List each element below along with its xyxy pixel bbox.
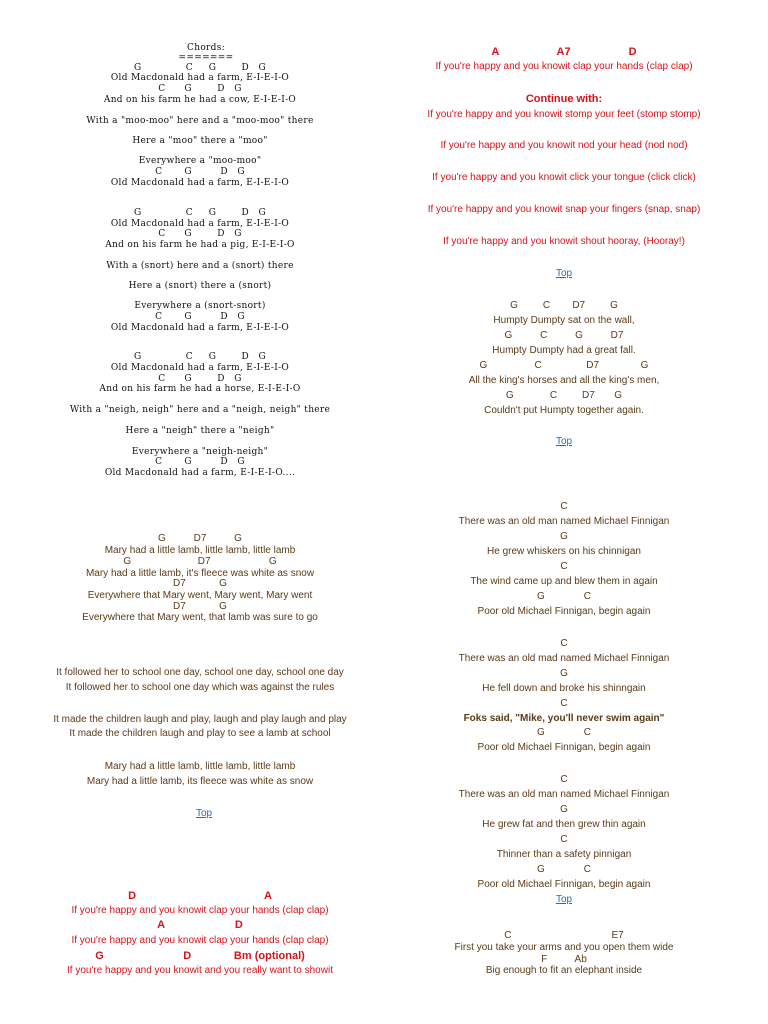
lyric-line: Poor old Michael Finnigan, begin again — [477, 742, 651, 753]
lyric-line: Thinner than a safety pinnigan — [496, 849, 632, 860]
lyric-line: Poor old Michael Finnigan, begin again — [477, 879, 651, 890]
lyric-line: First you take your arms and you open them wide — [454, 942, 674, 953]
chord-line: D7 G — [173, 578, 227, 589]
lyric-line: There was an old mad named Michael Finnigan — [458, 653, 670, 664]
lyric-line: Old Macdonald had a farm, E-I-E-I-O — [110, 73, 290, 83]
lyric-line: There was an old man named Michael Finnigan — [458, 789, 670, 800]
lyric-line: Poor old Michael Finnigan, begin again — [477, 606, 651, 617]
lyric-line: He grew fat and then grew thin again — [482, 819, 646, 830]
chord-line: G D7 G — [158, 533, 242, 544]
lyric-line: Big enough to fit an elephant inside — [485, 965, 643, 976]
chord-line: C G D G — [155, 167, 245, 177]
lyric-line: The wind came up and blew them in again — [470, 576, 658, 587]
lyric-line: Everywhere a "moo-moo" — [138, 156, 262, 166]
chord-line: G — [560, 668, 568, 679]
chord-line: G C G D G — [134, 352, 266, 362]
chord-line: C — [560, 698, 568, 709]
lyric-line: With a (snort) here and a (snort) there — [106, 261, 294, 271]
lyric-line: It followed her to school one day which was against the rules — [65, 682, 335, 693]
lyric-line: Everywhere a "neigh-neigh" — [131, 447, 269, 457]
chord-line: C — [560, 774, 568, 785]
lyric-line: Old Macdonald had a farm, E-I-E-I-O — [110, 363, 290, 373]
lyric-line: Humpty Dumpty had a great fall. — [492, 345, 636, 356]
chord-line: G C — [537, 591, 591, 602]
chord-line: C G D G — [155, 457, 245, 467]
lyric-line: And on his farm he had a horse, E-I-E-I-O — [99, 384, 301, 394]
chord-line: F Ab — [541, 954, 587, 965]
lyric-line: Old Macdonald had a farm, E-I-E-I-O.... — [104, 468, 296, 478]
chord-line: G D7 G — [123, 556, 277, 567]
chord-line: G C G D7 — [504, 330, 624, 341]
chord-line: G C — [537, 864, 591, 875]
lyric-line: If you're happy and you knowit clap your hands (clap clap) — [71, 905, 329, 916]
continue-with-heading: Continue with: — [525, 93, 603, 105]
chord-line: C G D G — [158, 84, 242, 94]
chord-line: C — [560, 638, 568, 649]
lyric-line: Everywhere that Mary went, that lamb was sure to go — [82, 612, 318, 623]
lyric-line: He grew whiskers on his chinnigan — [487, 546, 641, 557]
chord-line: C G D G — [155, 312, 245, 322]
chord-line: C G D G — [158, 374, 242, 384]
lyric-line: He fell down and broke his shinngain — [482, 683, 646, 694]
chord-line: C E7 — [504, 930, 624, 941]
chord-line: G D Bm (optional) — [95, 950, 305, 962]
lyric-line: Mary had a little lamb, its fleece was white as snow — [86, 776, 314, 787]
lyric-line: And on his farm he had a cow, E-I-E-I-O — [103, 95, 297, 105]
chord-line: C — [560, 501, 568, 512]
lyric-line: If you're happy and you knowit stomp your feet (stomp stomp) — [427, 109, 701, 120]
chord-line: G C D7 G — [505, 390, 623, 401]
top-link[interactable]: Top — [195, 808, 213, 819]
lyric-line: All the king's horses and all the king's men, — [468, 375, 660, 386]
chord-line: G C G D G — [134, 208, 266, 218]
chord-line: D7 G — [173, 601, 227, 612]
lyric-line: If you're happy and you knowit clap your hands (clap clap) — [71, 935, 329, 946]
chord-line: G — [560, 804, 568, 815]
lyric-line: If you're happy and you knowit nod your head (nod nod) — [440, 140, 688, 151]
top-link[interactable]: Top — [555, 436, 573, 447]
lyric-line: It followed her to school one day, school one day, school one day — [56, 667, 344, 678]
chord-line: A A7 D — [491, 46, 637, 58]
lyric-line: Couldn't put Humpty together again. — [484, 405, 644, 416]
lyric-line: Everywhere that Mary went, Mary went, Mary went — [87, 590, 313, 601]
top-link[interactable]: Top — [555, 268, 573, 279]
lyric-line: Everywhere a (snort-snort) — [134, 301, 266, 311]
lyric-line: Here a "moo" there a "moo" — [132, 136, 268, 146]
chord-line: G C — [537, 727, 591, 738]
lyric-line: Mary had a little lamb, little lamb, little lamb — [104, 761, 296, 772]
lyric-line: There was an old man named Michael Finnigan — [458, 516, 670, 527]
chord-line: G C D7 G — [479, 360, 649, 371]
lyric-line: It made the children laugh and play to see a lamb at school — [69, 728, 331, 739]
chord-line: G C D7 G — [510, 300, 618, 311]
lyric-line: Mary had a little lamb, little lamb, little lamb — [104, 545, 296, 556]
chord-line: A D — [157, 919, 243, 931]
lyric-line: Humpty Dumpty sat on the wall, — [493, 315, 635, 326]
lyric-line: With a "neigh, neigh" here and a "neigh, neigh" there — [69, 405, 331, 415]
chord-line: G — [560, 531, 568, 542]
lyric-line: With a "moo-moo" here and a "moo-moo" there — [86, 116, 314, 126]
chord-line: G C G D G — [134, 63, 266, 73]
chord-line: C — [560, 561, 568, 572]
lyric-line: Mary had a little lamb, it's fleece was white as snow — [85, 568, 315, 579]
lyric-line: Here a "neigh" there a "neigh" — [125, 426, 275, 436]
chords-heading: Chords: — [187, 43, 225, 53]
chord-line: D A — [128, 890, 272, 902]
lyric-line: Old Macdonald had a farm, E-I-E-I-O — [110, 219, 290, 229]
lyric-line: It made the children laugh and play, laugh and play laugh and play — [53, 714, 347, 725]
lyric-line: If you're happy and you knowit click your tongue (click click) — [432, 172, 696, 183]
top-link[interactable]: Top — [555, 894, 573, 905]
chords-underline: ======= — [178, 53, 234, 63]
lyric-line: If you're happy and you knowit shout hooray, (Hooray!) — [443, 236, 685, 247]
lyric-line: Foks said, "Mike, you'll never swim again" — [463, 713, 665, 724]
chord-line: C G D G — [158, 229, 242, 239]
lyric-line: If you're happy and you knowit and you really want to showit — [67, 965, 333, 976]
lyric-line: If you're happy and you knowit clap your hands (clap clap) — [435, 61, 693, 72]
lyric-line: If you're happy and you knowit snap your fingers (snap, snap) — [427, 204, 701, 215]
lyric-line: Old Macdonald had a farm, E-I-E-I-O — [110, 323, 290, 333]
lyric-line: Here a (snort) there a (snort) — [128, 281, 272, 291]
chord-line: C — [560, 834, 568, 845]
lyric-line: Old Macdonald had a farm, E-I-E-I-O — [110, 178, 290, 188]
lyric-line: And on his farm he had a pig, E-I-E-I-O — [105, 240, 295, 250]
